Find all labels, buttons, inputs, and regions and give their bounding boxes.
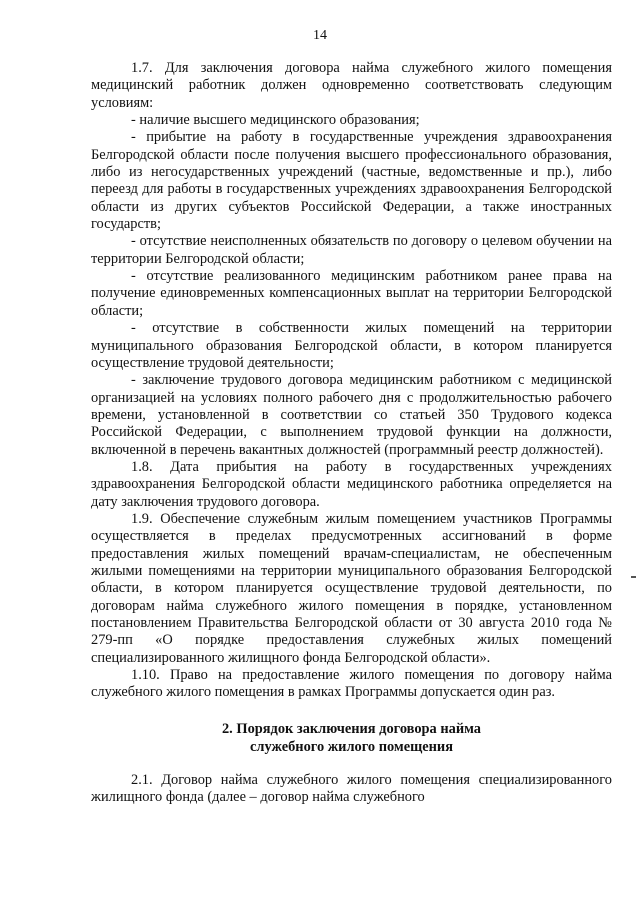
list-item-no-compensation: - отсутствие реализованного медицинским работником ранее права на получение единовременных компенсационных выплат на территории Белгородской области; xyxy=(91,268,612,319)
list-item-labor-contract: - заключение трудового договора медицинским работником с медицинской организацией на условиях полного рабочего дня с продолжительностью рабочего времени, установленной в соответствии со статьей 350 Трудового кодекса Российской Федерации, с выполнением трудовой функции на должности, включенной в перечень вакантных должностей (программный реестр должностей). xyxy=(91,372,612,458)
paragraph-1-9: 1.9. Обеспечение служебным жилым помещением участников Программы осуществляется в пределах предусмотренных ассигнований в форме предоставления жилых помещений врачам-специалистам, не обеспеченным жилыми помещениями на территории муниципального образования Белгородской области, в котором планируется осуществление трудовой деятельности, по договорам найма служебного жилого помещения в порядке, установленном постановлением Правительства Белгородской области от 30 августа 2010 года № 279-пп «О порядке предоставления служебных жилых помещений специализированного жилищного фонда Белгородской области». xyxy=(91,510,612,666)
section-heading-line-2: служебного жилого помещения xyxy=(249,738,454,755)
section-heading xyxy=(91,720,612,756)
document-body xyxy=(91,60,612,806)
paragraph-2-1: 2.1. Договор найма служебного жилого помещения специализированного жилищного фонда (далее – договор найма служебного xyxy=(91,771,612,806)
list-item-arrival: - прибытие на работу в государственные учреждения здравоохранения Белгородской области после получения высшего профессионального образования, либо из негосударственных учреждений (частные, ведомственные и пр.), либо переезд для работы в государственных учреждениях здравоохранения Белгородской области из других субъектов Российской Федерации, а также иностранных государств; xyxy=(91,129,612,233)
margin-mark xyxy=(631,576,636,578)
list-item-no-obligations: - отсутствие неисполненных обязательств по договору о целевом обучении на территории Белгородской области; xyxy=(91,233,612,267)
page-number: 14 xyxy=(313,28,327,43)
paragraph-1-7: 1.7. Для заключения договора найма служебного жилого помещения медицинский работник должен одновременно соответствовать следующим условиям: xyxy=(91,60,612,111)
list-item-no-property: - отсутствие в собственности жилых помещений на территории муниципального образования Белгородской области, в котором планируется осуществление трудовой деятельности; xyxy=(91,320,612,371)
section-heading-line-1: 2. Порядок заключения договора найма xyxy=(221,720,482,737)
list-item-higher-education: - наличие высшего медицинского образования; xyxy=(131,112,420,129)
paragraph-1-8: 1.8. Дата прибытия на работу в государственных учреждениях здравоохранения Белгородской области медицинского работника определяется на дату заключения трудового договора. xyxy=(91,458,612,510)
paragraph-1-10: 1.10. Право на предоставление жилого помещения по договору найма служебного жилого помещения в рамках Программы допускается один раз. xyxy=(91,667,612,701)
